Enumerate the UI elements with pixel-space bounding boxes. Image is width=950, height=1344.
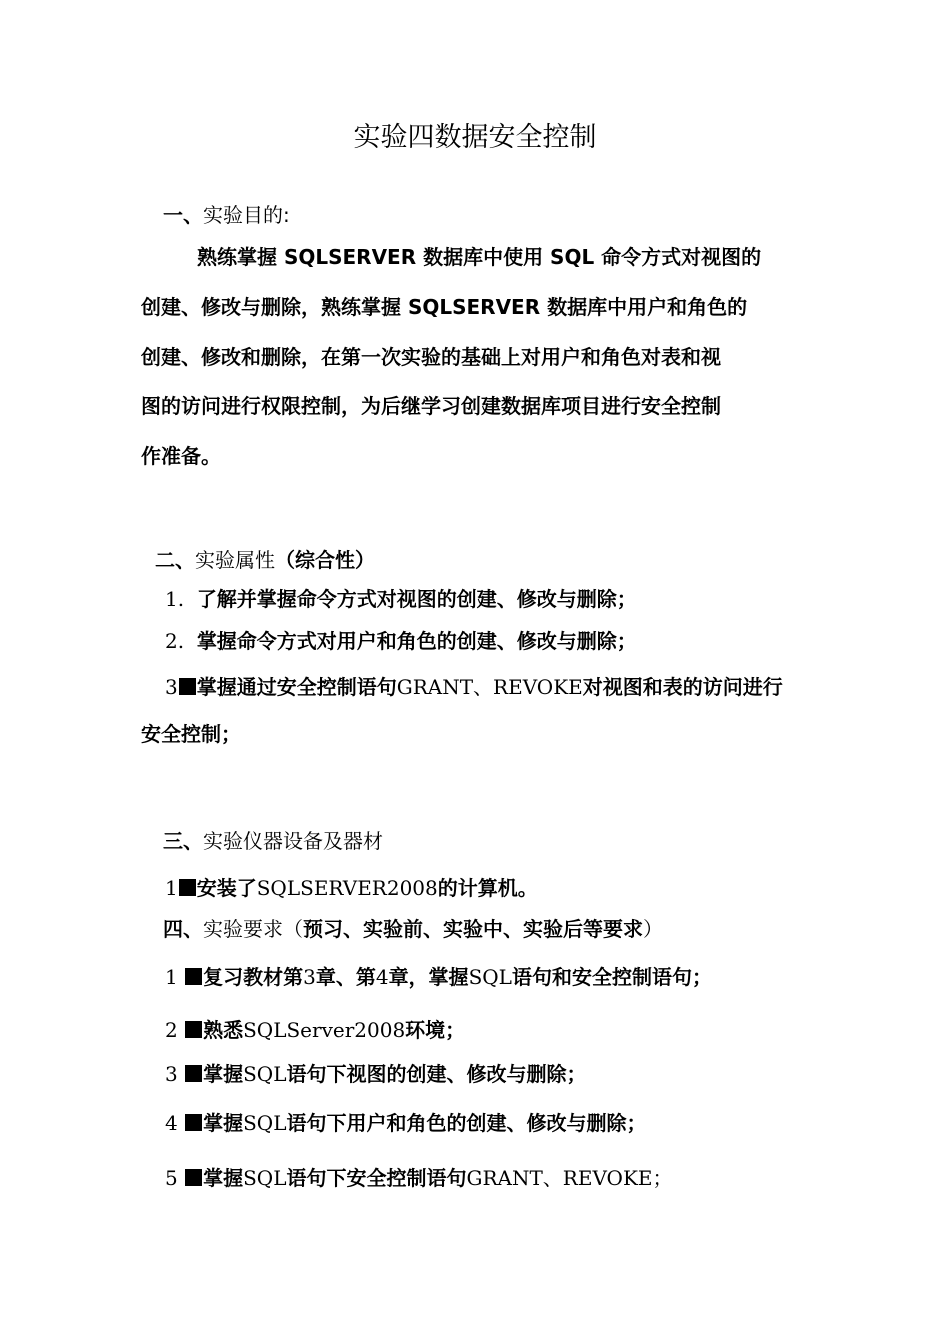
item-text: 章，掌握 [388,965,469,989]
item-text: 环境； [405,1018,466,1042]
section-3-heading [163,831,383,851]
item-text: 安装了 [196,876,257,900]
item-number: 3 [165,675,178,699]
bullet-square-icon [179,678,196,695]
item-text: 的计算机。 [437,876,538,900]
item-code: 3 [303,965,316,989]
bullet-square-icon [185,968,202,985]
section-2-heading [155,550,375,570]
item-code: SQL [243,1111,287,1135]
bullet-square-icon [185,1065,202,1082]
item-code: 4 [375,965,389,989]
paren-close: ） [643,917,663,941]
page-title: 实验四数据安全控制 [353,122,597,153]
item-number: 5 [165,1166,178,1190]
item-text: 熟悉 [203,1018,244,1042]
section-4-title: 实验要求 [203,917,283,941]
section-2-item-3 [165,677,783,697]
item-number: 1 [165,965,178,989]
section-4-item-4 [165,1113,646,1133]
section-1-number: 一、 [163,203,203,227]
section-1-paragraph-line: 创建、修改和删除，在第一次实验的基础上对用户和角色对表和视 [141,345,721,369]
bullet-square-icon [185,1169,202,1186]
section-4-heading [163,919,663,939]
section-2-item-2 [165,631,637,651]
section-2-item-1 [165,589,637,609]
item-code: SQL [243,1166,287,1190]
item-text: 掌握 [203,1166,244,1190]
section-2-attribute: （综合性） [275,548,375,572]
item-code: GRANT、REVOKE [396,675,583,699]
bullet-square-icon [185,1114,202,1131]
item-code: SQLSERVER2008 [256,876,438,900]
item-text: 对视图和表的访问进行 [582,675,783,699]
item-number: 1 [165,876,178,900]
paren-open: （ [283,917,303,941]
section-4-item-5 [165,1168,673,1188]
item-text: 语句下安全控制语句 [286,1166,467,1190]
item-text: 复习教材第 [203,965,304,989]
item-number: 2 [165,1018,178,1042]
item-text: 掌握 [203,1062,244,1086]
section-4-item-3 [165,1064,586,1084]
section-4-item-1 [165,967,712,987]
bullet-square-icon [179,879,196,896]
section-3-item-1 [165,878,538,898]
item-code: SQL [468,965,512,989]
item-code: SQLServer2008 [243,1018,406,1042]
section-2-title: 实验属性 [195,548,275,572]
item-text: 掌握通过安全控制语句 [196,675,397,699]
item-number: 3 [165,1062,178,1086]
item-code: SQL [243,1062,287,1086]
item-text: 语句下视图的创建、修改与删除； [286,1062,587,1086]
section-1-paragraph-line: 创建、修改与删除，熟练掌握 SQLSERVER 数据库中用户和角色的 [141,295,748,319]
item-text: 语句下用户和角色的创建、修改与删除； [286,1111,647,1135]
section-2-item-3-continued: 安全控制； [141,722,241,746]
item-code: GRANT、REVOKE； [466,1166,673,1190]
section-1-paragraph-line: 熟练掌握 SQLSERVER 数据库中使用 SQL 命令方式对视图的 [197,245,762,269]
section-4-requirements-scope: 预习、实验前、实验中、实验后等要求 [303,917,643,941]
section-4-item-2 [165,1020,465,1040]
section-4-number: 四、 [163,917,203,941]
item-text: 语句和安全控制语句； [511,965,712,989]
item-text: 了解并掌握命令方式对视图的创建、修改与删除； [196,587,637,611]
item-text: 掌握 [203,1111,244,1135]
bullet-square-icon [185,1021,202,1038]
section-1-heading [163,205,290,225]
section-2-number: 二、 [155,548,195,572]
section-3-title: 实验仪器设备及器材 [203,829,383,853]
item-text: 掌握命令方式对用户和角色的创建、修改与删除； [196,629,637,653]
section-3-number: 三、 [163,829,203,853]
item-number: 4 [165,1111,178,1135]
section-1-paragraph-line: 作准备。 [141,444,221,468]
item-text: 章、第 [315,965,376,989]
item-number: 2. [165,629,185,653]
item-number: 1. [165,587,185,611]
section-1-title: 实验目的: [203,203,290,227]
section-1-paragraph-line: 图的访问进行权限控制，为后继学习创建数据库项目进行安全控制 [141,394,721,418]
